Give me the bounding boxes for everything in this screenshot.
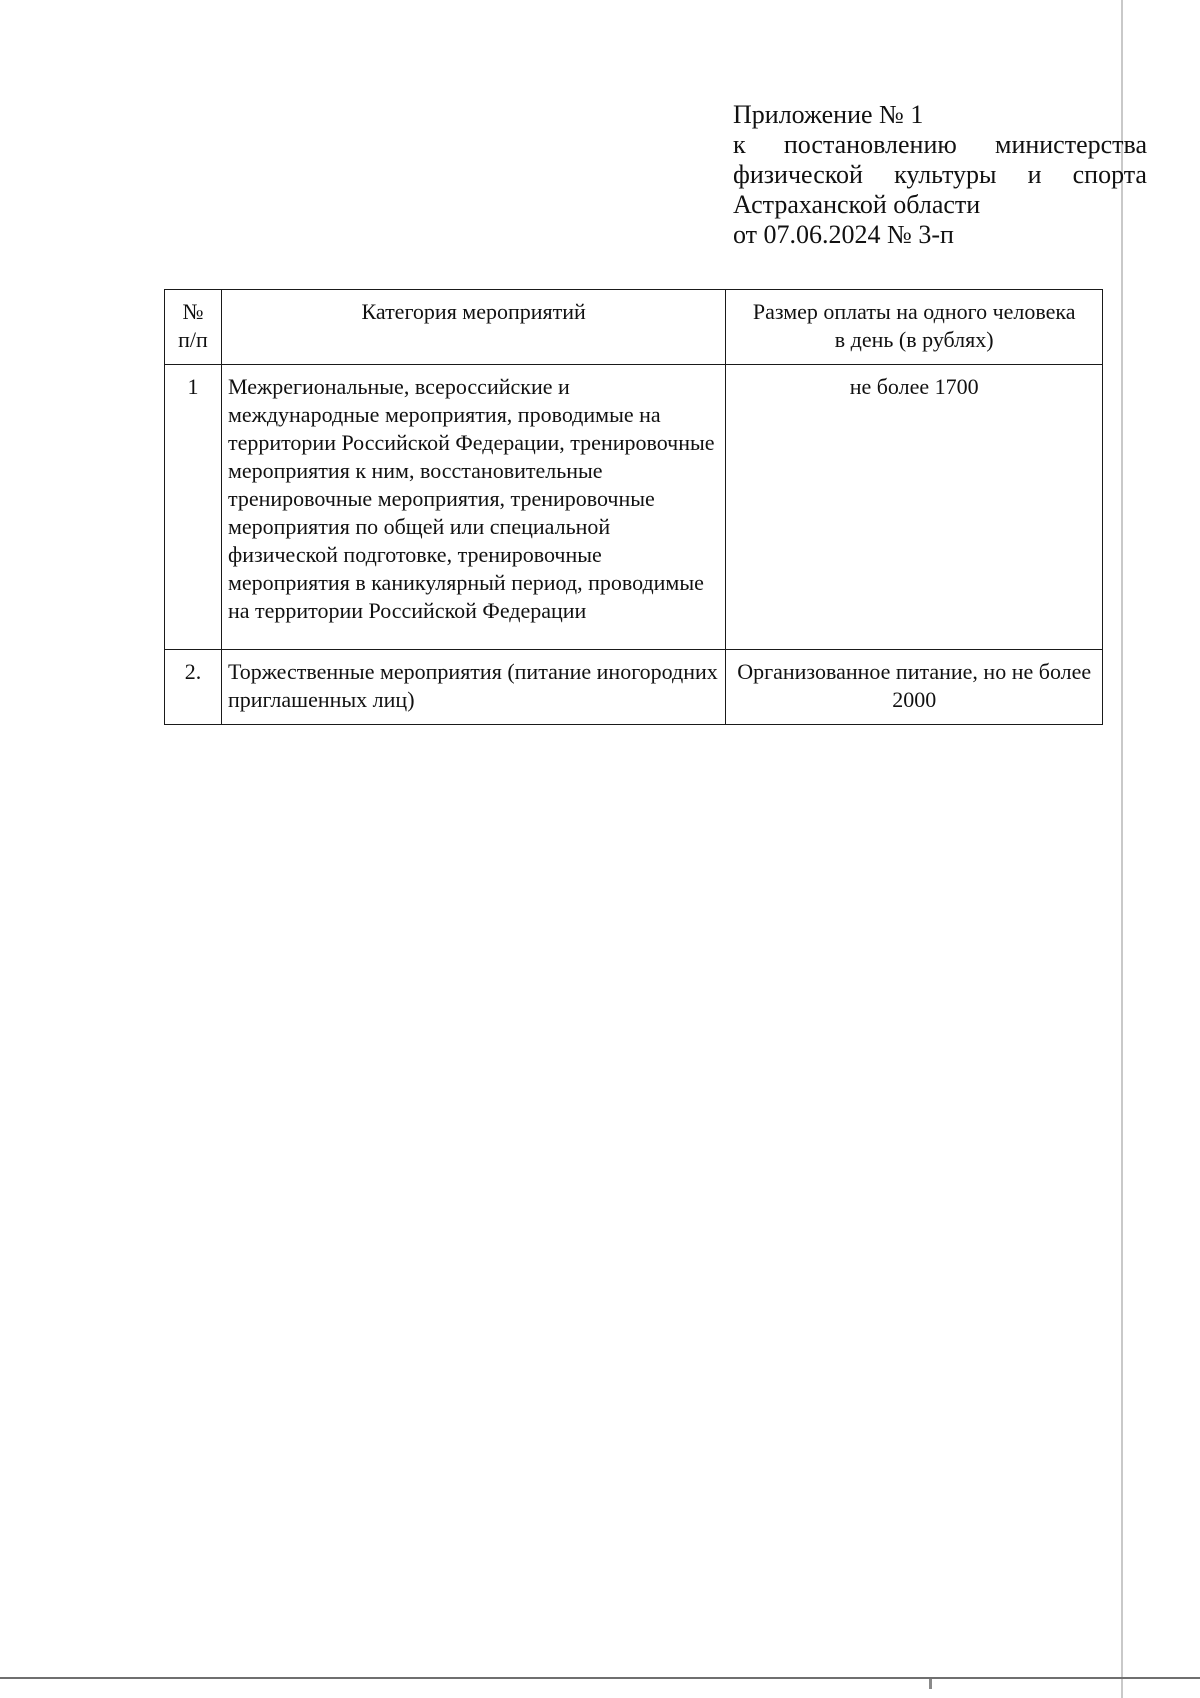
scan-tick-mark (929, 1679, 932, 1689)
table-row (165, 365, 1103, 650)
row-payment: Организованное питание, но не более 2000 (726, 650, 1103, 725)
appendix-reference-line (733, 130, 1147, 160)
appendix-reference-word: к (733, 130, 746, 159)
appendix-ministry-word: культуры (894, 160, 997, 189)
scan-bottom-line (0, 1677, 1200, 1679)
appendix-ministry-word: и (1027, 160, 1042, 189)
appendix-title: Приложение № 1 (733, 100, 924, 129)
scan-edge-line (1121, 0, 1123, 1698)
row-number: 2. (165, 650, 222, 725)
row-category: Торжественные мероприятия (питание иногородних приглашенных лиц) (221, 650, 725, 725)
row-number: 1 (165, 365, 222, 650)
appendix-reference-word: министерства (994, 130, 1147, 159)
appendix-ministry-word: спорта (1072, 160, 1147, 189)
column-header-number: № п/п (165, 290, 222, 365)
appendix-header (733, 100, 1147, 250)
appendix-ministry-line (733, 160, 1147, 190)
table-row (165, 650, 1103, 725)
payment-rates-table (164, 289, 1103, 725)
appendix-region-line: Астраханской области (733, 190, 981, 219)
appendix-date-number: от 07.06.2024 № 3-п (733, 220, 954, 249)
table-header-row (165, 290, 1103, 365)
column-header-category: Категория мероприятий (221, 290, 725, 365)
appendix-reference-word: постановлению (783, 130, 957, 159)
column-header-payment: Размер оплаты на одного человека в день (в рублях) (726, 290, 1103, 365)
row-payment: не более 1700 (726, 365, 1103, 650)
appendix-ministry-word: физической (733, 160, 863, 189)
row-category: Межрегиональные, всероссийские и международные мероприятия, проводимые на территории Российской Федерации, тренировочные мероприятия к ним, восстановительные тренировочные мероприятия, тренировочные мероприятия по общей или специальной физической подготовке, тренировочные мероприятия в каникулярный период, проводимые на территории Российской Федерации (221, 365, 725, 650)
